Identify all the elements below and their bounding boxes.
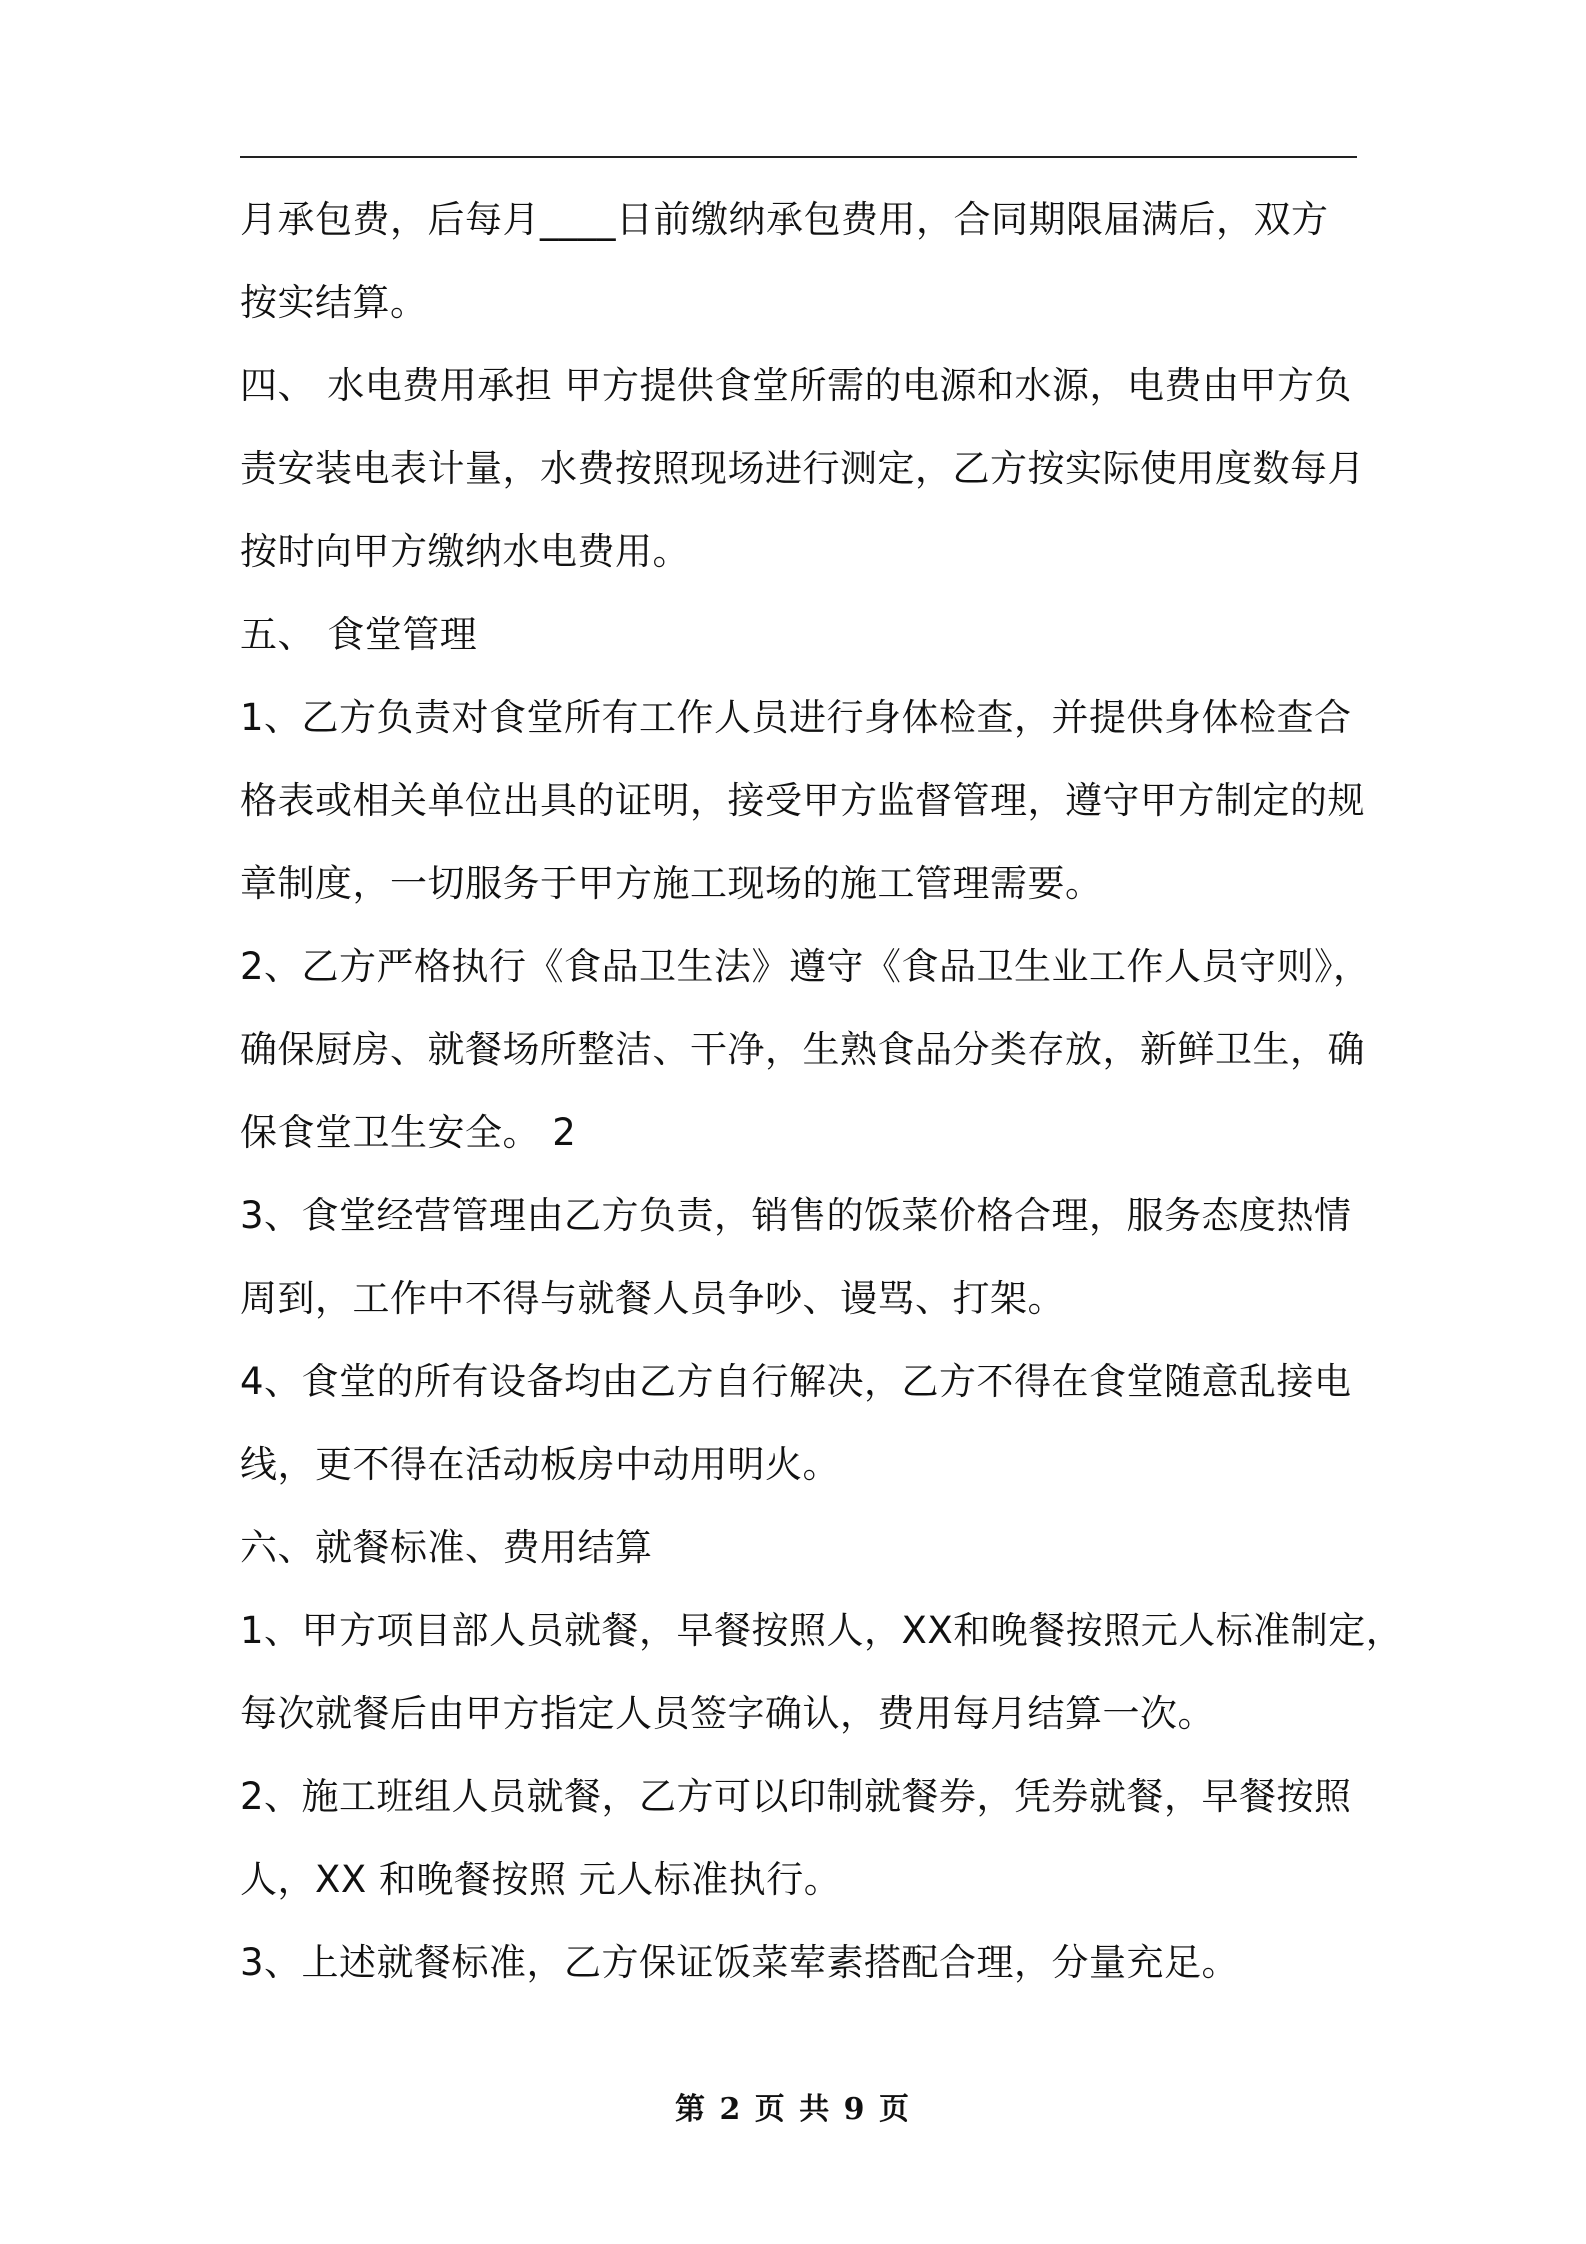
text-line: 按时向甲方缴纳水电费用。 xyxy=(240,530,690,573)
text-line: 每次就餐后由甲方指定人员签字确认，费用每月结算一次。 xyxy=(240,1692,1215,1735)
text-line: 格表或相关单位出具的证明，接受甲方监督管理，遵守甲方制定的规 xyxy=(240,779,1365,822)
text-line: 线，更不得在活动板房中动用明火。 xyxy=(240,1443,840,1486)
text-line: 确保厨房、就餐场所整洁、干净，生熟食品分类存放，新鲜卫生，确 xyxy=(240,1028,1365,1071)
text-line: 1、乙方负责对食堂所有工作人员进行身体检查，并提供身体检查合 xyxy=(240,696,1352,739)
page-number-footer: 第 2 页 共 9 页 xyxy=(675,2092,911,2127)
text-line: 2、施工班组人员就餐，乙方可以印制就餐券，凭券就餐，早餐按照 xyxy=(240,1775,1352,1818)
text-line: 2、乙方严格执行《食品卫生法》遵守《食品卫生业工作人员守则》， xyxy=(240,945,1371,988)
text-line: 保食堂卫生安全。 2 xyxy=(240,1111,577,1154)
text-line: 人，XX 和晚餐按照 元人标准执行。 xyxy=(240,1858,842,1901)
text-line: 六、就餐标准、费用结算 xyxy=(240,1526,653,1569)
text-line: 月承包费，后每月____日前缴纳承包费用，合同期限届满后，双方 xyxy=(240,198,1329,241)
text-line: 五、 食堂管理 xyxy=(240,613,478,656)
text-line: 3、上述就餐标准，乙方保证饭菜荤素搭配合理，分量充足。 xyxy=(240,1941,1240,1984)
text-line: 1、甲方项目部人员就餐，早餐按照人，XX和晚餐按照元人标准制定， xyxy=(240,1609,1404,1652)
text-line: 周到，工作中不得与就餐人员争吵、谩骂、打架。 xyxy=(240,1277,1065,1320)
text-line: 按实结算。 xyxy=(240,281,428,324)
text-line: 章制度，一切服务于甲方施工现场的施工管理需要。 xyxy=(240,862,1103,905)
text-line: 4、食堂的所有设备均由乙方自行解决，乙方不得在食堂随意乱接电 xyxy=(240,1360,1352,1403)
text-line: 3、食堂经营管理由乙方负责，销售的饭菜价格合理，服务态度热情 xyxy=(240,1194,1352,1237)
text-line: 四、 水电费用承担 甲方提供食堂所需的电源和水源，电费由甲方负 xyxy=(240,364,1353,407)
header-rule xyxy=(240,156,1357,158)
text-line: 责安装电表计量，水费按照现场进行测定，乙方按实际使用度数每月 xyxy=(240,447,1365,490)
